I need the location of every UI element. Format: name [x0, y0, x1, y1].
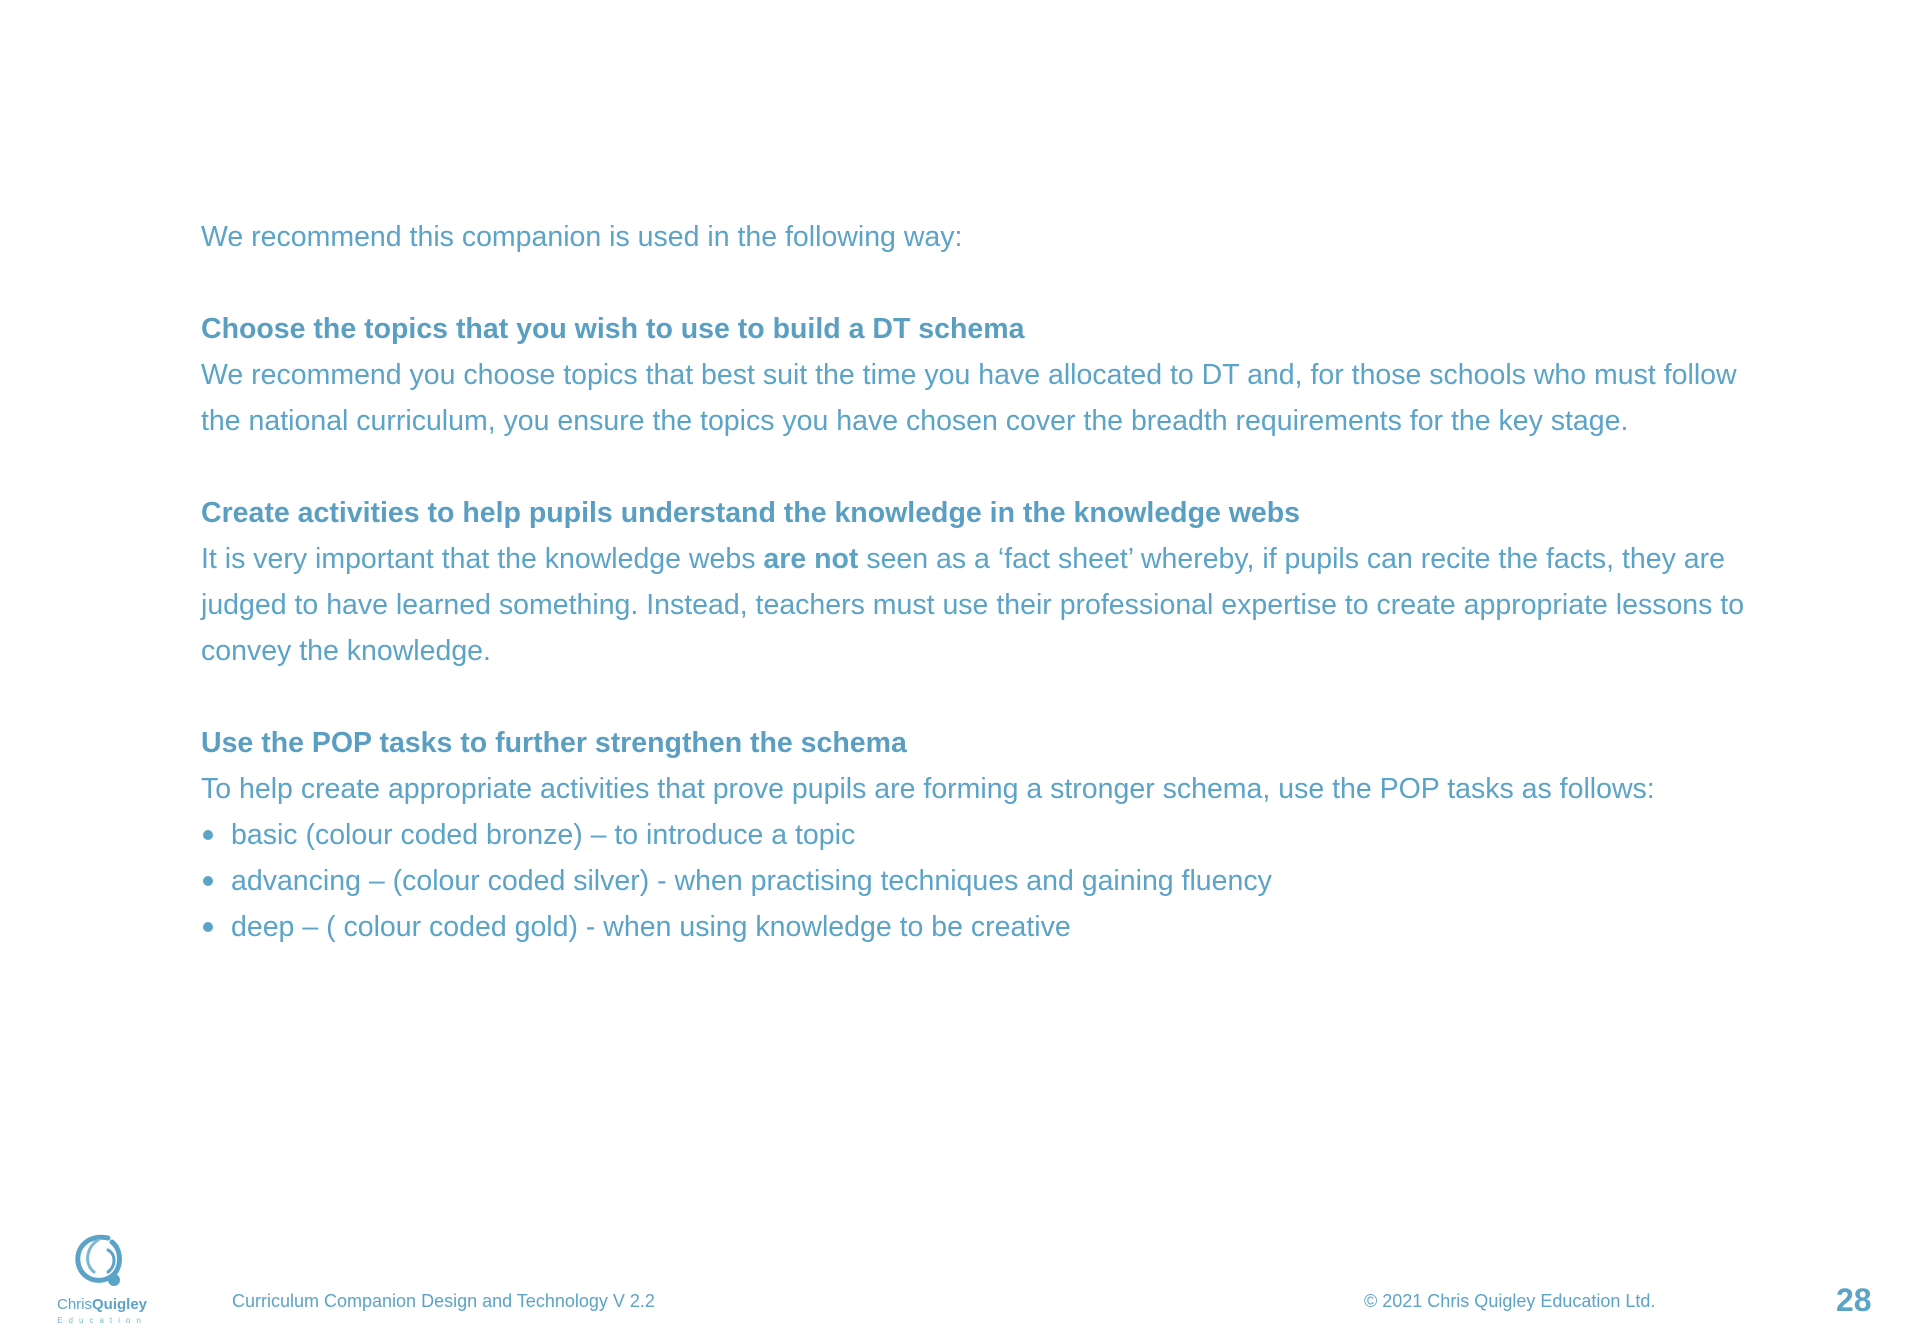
- intro-text: We recommend this companion is used in the following way:: [201, 221, 963, 253]
- section-body: To help create appropriate activities that prove pupils are forming a stronger schema, use the POP tasks as follows:: [201, 773, 1655, 805]
- body-text-before: It is very important that the knowledge webs: [201, 543, 764, 575]
- page-footer: [0, 1230, 1920, 1344]
- list-item: deep – ( colour coded gold) - when using knowledge to be creative: [201, 904, 1761, 950]
- chris-quigley-logo: [52, 1230, 152, 1330]
- body-text-after: seen as a ‘fact sheet’ whereby, if pupils can recite the facts, they are judged to have learned something. Instead, teachers must use their professional expertise to create appropriate lessons to convey the knowledge.: [201, 543, 1745, 667]
- document-title: Curriculum Companion Design and Technology V 2.2: [232, 1291, 655, 1311]
- pop-task-list: [201, 812, 1761, 950]
- section-create-activities: [201, 490, 1761, 674]
- main-content: [201, 214, 1761, 996]
- section-body: We recommend you choose topics that best suit the time you have allocated to DT and, for those schools who must follow the national curriculum, you ensure the topics you have chosen cover the breadth requirements for the key stage.: [201, 359, 1737, 437]
- logo-subtitle: Education: [57, 1316, 147, 1325]
- page-number: 28: [1836, 1282, 1872, 1318]
- emphasis-text: are not: [763, 543, 859, 575]
- logo-wordmark: [52, 1296, 152, 1313]
- section-choose-topics: [201, 306, 1761, 444]
- logo-mark-icon: [68, 1230, 134, 1296]
- section-pop-tasks: [201, 720, 1761, 950]
- section-heading: Create activities to help pupils understand the knowledge in the knowledge webs: [201, 497, 1301, 529]
- logo-name-last: Quigley: [92, 1296, 148, 1313]
- section-heading: Use the POP tasks to further strengthen the schema: [201, 727, 907, 759]
- section-body: [201, 536, 1761, 674]
- section-heading: Choose the topics that you wish to use to build a DT schema: [201, 313, 1025, 345]
- logo-name-first: Chris: [56, 1296, 92, 1313]
- copyright-notice: © 2021 Chris Quigley Education Ltd.: [1364, 1291, 1656, 1311]
- list-item: advancing – (colour coded silver) - when practising techniques and gaining fluency: [201, 858, 1761, 904]
- list-item: basic (colour coded bronze) – to introduce a topic: [201, 812, 1761, 858]
